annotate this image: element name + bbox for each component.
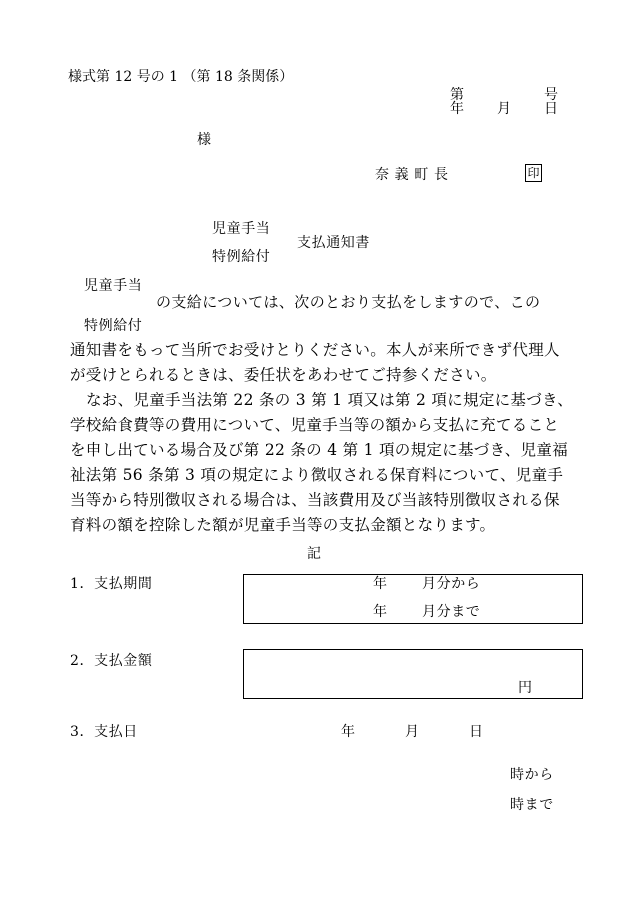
note-line-2: 学校給食費等の費用について、児童手当等の額から支払に充てること: [70, 416, 560, 434]
doc-number-prefix: 第: [450, 87, 464, 103]
period-end-label: 月分まで: [422, 604, 481, 620]
period-start-year: 年: [373, 576, 387, 592]
addressee-suffix: 様: [197, 132, 211, 148]
issue-date-day: 日: [544, 101, 558, 117]
payment-date-month: 月: [405, 724, 419, 740]
period-end-year: 年: [373, 604, 387, 620]
note-line-4: 祉法第 56 条第 3 項の規定により徴収される保育料について、児童手: [70, 466, 564, 484]
payment-date-year: 年: [341, 724, 355, 740]
note-line-3: を申し出ている場合及び第 22 条の 4 第 1 項の規定に基づき、児童福: [70, 441, 568, 459]
note-line-1: なお、児童手当法第 22 条の 3 第 1 項又は第 2 項に規定に基づき、: [86, 391, 574, 409]
issuer-name: 奈 義 町 長: [375, 167, 449, 183]
intro-option-2: 特例給付: [84, 318, 143, 334]
payment-period-box: [243, 574, 583, 624]
title-option-2: 特例給付: [212, 249, 271, 265]
payment-period-label: 1．支払期間: [70, 576, 153, 592]
payment-time-from: 時から: [510, 767, 554, 783]
payment-date-label: 3．支払日: [70, 724, 138, 740]
ki-heading: 記: [307, 546, 321, 562]
form-number: 様式第 12 号の 1 （第 18 条関係）: [68, 69, 294, 85]
note-line-5: 当等から特別徴収される場合は、当該費用及び当該特別徴収される保: [70, 491, 560, 509]
doc-number-suffix: 号: [544, 87, 558, 103]
intro-line-3: が受けとられるときは、委任状をあわせてご持参ください。: [70, 366, 497, 384]
issue-date-month: 月: [497, 101, 511, 117]
issue-date-year: 年: [450, 101, 464, 117]
note-line-6: 育料の額を控除した額が児童手当等の支払金額となります。: [70, 516, 496, 534]
title-option-1: 児童手当: [212, 221, 271, 237]
intro-line-1: の支給については、次のとおり支払をしますので、この: [156, 293, 541, 311]
official-seal: 印: [525, 164, 542, 182]
amount-unit: 円: [518, 680, 532, 696]
payment-time-to: 時まで: [510, 797, 554, 813]
period-start-label: 月分から: [422, 576, 481, 592]
payment-amount-label: 2．支払金額: [70, 653, 153, 669]
intro-line-2: 通知書をもって当所でお受けとりください。本人が来所できず代理人: [70, 341, 560, 359]
intro-option-1: 児童手当: [84, 278, 143, 294]
page-title: 支払通知書: [297, 235, 370, 251]
payment-date-day: 日: [469, 724, 483, 740]
payment-amount-box: [243, 649, 583, 699]
